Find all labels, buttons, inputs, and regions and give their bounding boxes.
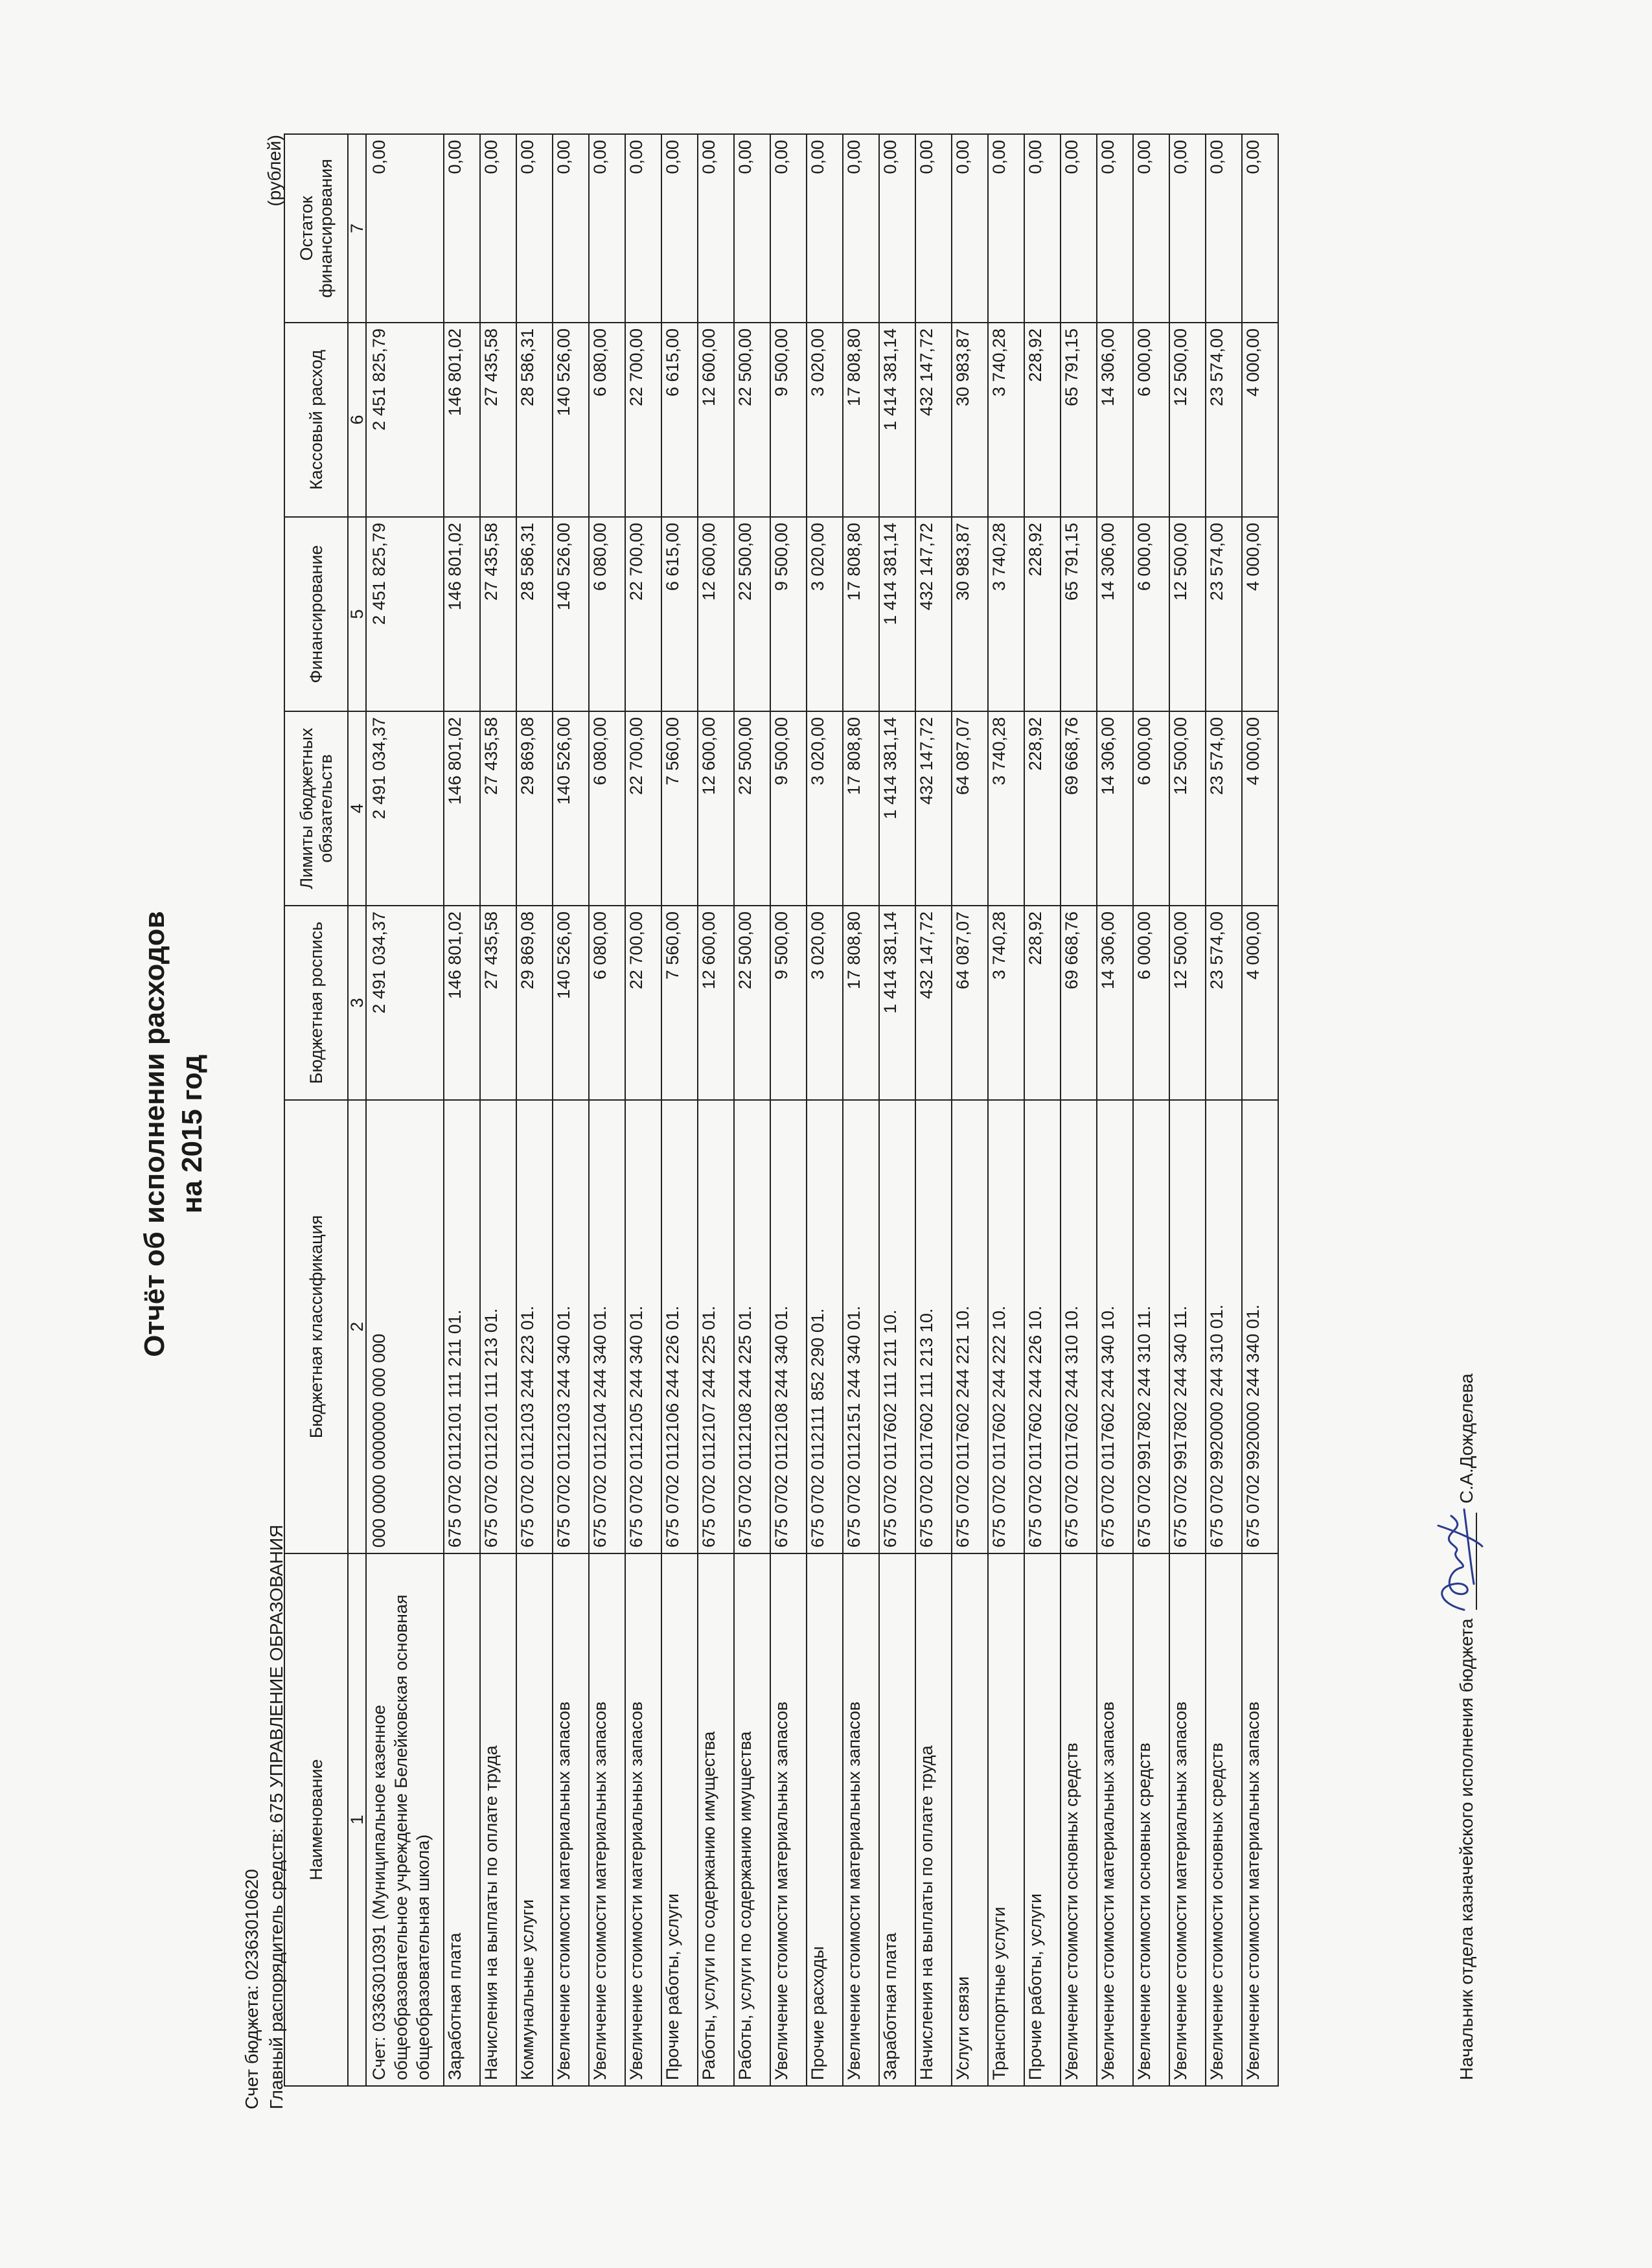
row-remainder-cell: 0,00 [879,134,915,323]
row-classification-cell: 675 0702 9917802 244 310 11. [1133,1100,1169,1553]
row-limits-cell: 29 869,08 [516,711,553,906]
row-classification-cell: 675 0702 0112108 244 225 01. [734,1100,770,1553]
row-budget-list-cell: 432 147,72 [915,906,952,1100]
row-name-cell: Заработная плата [879,1553,915,2086]
row-name-cell: Увеличение стоимости материальных запасов [1242,1553,1278,2086]
row-cash-expense-cell: 1 414 381,14 [879,323,915,517]
row-budget-list-cell: 7 560,00 [661,906,698,1100]
row-financing-cell: 12 500,00 [1169,517,1206,711]
row-remainder-cell: 0,00 [480,134,516,323]
row-remainder-cell: 0,00 [366,134,444,323]
row-remainder-cell: 0,00 [770,134,807,323]
column-header: Финансирование [284,517,348,711]
signer-position: Начальник отдела казначейского исполнения бюджета [1456,1618,1476,2080]
row-budget-list-cell: 140 526,00 [553,906,589,1100]
row-classification-cell: 675 0702 0117602 244 221 10. [952,1100,988,1553]
row-limits-cell: 69 668,76 [1061,711,1097,906]
column-number: 2 [348,1100,366,1553]
row-remainder-cell: 0,00 [734,134,770,323]
row-budget-list-cell: 22 700,00 [625,906,661,1100]
row-name-cell: Прочие работы, услуги [1024,1553,1061,2086]
row-name-cell: Увеличение стоимости материальных запасов [589,1553,625,2086]
row-cash-expense-cell: 3 020,00 [807,323,843,517]
row-budget-list-cell: 14 306,00 [1097,906,1133,1100]
row-remainder-cell: 0,00 [625,134,661,323]
row-financing-cell: 65 791,15 [1061,517,1097,711]
column-header: Бюджетная классификация [284,1100,348,1553]
row-classification-cell: 675 0702 0112104 244 340 01. [589,1100,625,1553]
row-name-cell: Увеличение стоимости материальных запасов [770,1553,807,2086]
row-classification-cell: 675 0702 0112106 244 226 01. [661,1100,698,1553]
row-financing-cell: 23 574,00 [1206,517,1242,711]
row-name-cell: Начисления на выплаты по оплате труда [480,1553,516,2086]
row-limits-cell: 7 560,00 [661,711,698,906]
row-financing-cell: 6 000,00 [1133,517,1169,711]
table-row [915,134,952,2086]
row-remainder-cell: 0,00 [1133,134,1169,323]
column-number: 6 [348,323,366,517]
row-limits-cell: 3 020,00 [807,711,843,906]
row-limits-cell: 22 700,00 [625,711,661,906]
row-budget-list-cell: 3 740,28 [988,906,1024,1100]
row-cash-expense-cell: 2 451 825,79 [366,323,444,517]
row-classification-cell: 675 0702 0112101 111 211 01. [444,1100,480,1553]
row-remainder-cell: 0,00 [1061,134,1097,323]
row-financing-cell: 3 740,28 [988,517,1024,711]
row-name-cell: Увеличение стоимости основных средств [1133,1553,1169,2086]
row-financing-cell: 146 801,02 [444,517,480,711]
row-limits-cell: 12 600,00 [698,711,734,906]
row-limits-cell: 27 435,58 [480,711,516,906]
row-financing-cell: 30 983,87 [952,517,988,711]
row-classification-cell: 675 0702 0117602 244 340 10. [1097,1100,1133,1553]
table-row [1097,134,1133,2086]
row-classification-cell: 675 0702 0112107 244 225 01. [698,1100,734,1553]
row-budget-list-cell: 17 808,80 [843,906,879,1100]
row-cash-expense-cell: 6 000,00 [1133,323,1169,517]
table-row [1206,134,1242,2086]
table-column-number-row [348,134,366,2086]
row-limits-cell: 4 000,00 [1242,711,1278,906]
row-cash-expense-cell: 6 615,00 [661,323,698,517]
row-classification-cell: 675 0702 0117602 244 222 10. [988,1100,1024,1553]
table-row [516,134,553,2086]
table-row [770,134,807,2086]
row-name-cell: Прочие расходы [807,1553,843,2086]
row-name-cell: Увеличение стоимости материальных запасов [1097,1553,1133,2086]
row-budget-list-cell: 29 869,08 [516,906,553,1100]
column-number: 1 [348,1553,366,2086]
row-name-cell: Прочие работы, услуги [661,1553,698,2086]
row-cash-expense-cell: 9 500,00 [770,323,807,517]
row-name-cell: Транспортные услуги [988,1553,1024,2086]
row-financing-cell: 140 526,00 [553,517,589,711]
row-remainder-cell: 0,00 [553,134,589,323]
row-classification-cell: 675 0702 0112111 852 290 01. [807,1100,843,1553]
column-header: Кассовый расход [284,323,348,517]
row-classification-cell: 675 0702 0117602 111 211 10. [879,1100,915,1553]
column-number: 4 [348,711,366,906]
row-remainder-cell: 0,00 [915,134,952,323]
row-remainder-cell: 0,00 [1024,134,1061,323]
row-name-cell: Увеличение стоимости материальных запасов [843,1553,879,2086]
signer-name: С.А.Дожделева [1456,1373,1476,1504]
row-limits-cell: 9 500,00 [770,711,807,906]
row-budget-list-cell: 12 500,00 [1169,906,1206,1100]
row-financing-cell: 1 414 381,14 [879,517,915,711]
column-number: 7 [348,134,366,323]
row-financing-cell: 9 500,00 [770,517,807,711]
row-budget-list-cell: 23 574,00 [1206,906,1242,1100]
row-financing-cell: 6 080,00 [589,517,625,711]
row-limits-cell: 1 414 381,14 [879,711,915,906]
report-title-line1: Отчёт об исполнении расходов [139,911,170,1357]
row-remainder-cell: 0,00 [843,134,879,323]
row-cash-expense-cell: 28 586,31 [516,323,553,517]
row-financing-cell: 14 306,00 [1097,517,1133,711]
row-classification-cell: 675 0702 9920000 244 310 01. [1206,1100,1242,1553]
table-row [589,134,625,2086]
row-classification-cell: 675 0702 0112103 244 340 01. [553,1100,589,1553]
table-row [1024,134,1061,2086]
column-header: Наименование [284,1553,348,2086]
table-row [843,134,879,2086]
row-cash-expense-cell: 22 500,00 [734,323,770,517]
row-budget-list-cell: 3 020,00 [807,906,843,1100]
row-name-cell: Заработная плата [444,1553,480,2086]
row-cash-expense-cell: 12 500,00 [1169,323,1206,517]
row-limits-cell: 3 740,28 [988,711,1024,906]
table-row [1242,134,1278,2086]
table-row [1061,134,1097,2086]
row-classification-cell: 675 0702 9917802 244 340 11. [1169,1100,1206,1553]
row-cash-expense-cell: 30 983,87 [952,323,988,517]
currency-unit: (рублей) [264,135,284,207]
table-row [879,134,915,2086]
column-header: Бюджетная роспись [284,906,348,1100]
row-limits-cell: 14 306,00 [1097,711,1133,906]
table-row [553,134,589,2086]
row-classification-cell: 675 0702 0117602 244 226 10. [1024,1100,1061,1553]
row-remainder-cell: 0,00 [952,134,988,323]
expenses-table [284,133,1279,2087]
row-classification-cell: 675 0702 0112103 244 223 01. [516,1100,553,1553]
row-classification-cell: 675 0702 0112108 244 340 01. [770,1100,807,1553]
row-name-cell: Коммунальные услуги [516,1553,553,2086]
column-header: Лимиты бюджетных обязательств [284,711,348,906]
row-cash-expense-cell: 3 740,28 [988,323,1024,517]
table-row [661,134,698,2086]
row-classification-cell: 675 0702 9920000 244 340 01. [1242,1100,1278,1553]
table-header-row [284,134,348,2086]
row-remainder-cell: 0,00 [589,134,625,323]
table-row [807,134,843,2086]
row-financing-cell: 27 435,58 [480,517,516,711]
row-budget-list-cell: 4 000,00 [1242,906,1278,1100]
table-row [698,134,734,2086]
row-remainder-cell: 0,00 [444,134,480,323]
row-limits-cell: 12 500,00 [1169,711,1206,906]
report-title [136,0,211,2268]
row-limits-cell: 17 808,80 [843,711,879,906]
row-name-cell: Увеличение стоимости основных средств [1206,1553,1242,2086]
row-budget-list-cell: 69 668,76 [1061,906,1097,1100]
table-row [988,134,1024,2086]
row-budget-list-cell: 228,92 [1024,906,1061,1100]
main-manager: Главный распорядитель средств: 675 УПРАВЛЕНИЕ ОБРАЗОВАНИЯ [266,1524,286,2109]
row-limits-cell: 228,92 [1024,711,1061,906]
row-classification-cell: 675 0702 0117602 111 213 10. [915,1100,952,1553]
row-name-cell: Увеличение стоимости материальных запасов [625,1553,661,2086]
row-limits-cell: 2 491 034,37 [366,711,444,906]
row-cash-expense-cell: 23 574,00 [1206,323,1242,517]
row-remainder-cell: 0,00 [1206,134,1242,323]
row-name-cell: Начисления на выплаты по оплате труда [915,1553,952,2086]
row-classification-cell: 675 0702 0112151 244 340 01. [843,1100,879,1553]
table-row [1169,134,1206,2086]
table-row [444,134,480,2086]
row-budget-list-cell: 2 491 034,37 [366,906,444,1100]
row-cash-expense-cell: 6 080,00 [589,323,625,517]
row-remainder-cell: 0,00 [698,134,734,323]
row-remainder-cell: 0,00 [988,134,1024,323]
row-budget-list-cell: 12 600,00 [698,906,734,1100]
row-budget-list-cell: 1 414 381,14 [879,906,915,1100]
row-name-cell: Увеличение стоимости основных средств [1061,1553,1097,2086]
table-body [366,134,1278,2086]
row-remainder-cell: 0,00 [661,134,698,323]
row-cash-expense-cell: 4 000,00 [1242,323,1278,517]
row-name-cell: Увеличение стоимости материальных запасов [1169,1553,1206,2086]
row-financing-cell: 22 700,00 [625,517,661,711]
row-cash-expense-cell: 432 147,72 [915,323,952,517]
row-financing-cell: 2 451 825,79 [366,517,444,711]
row-name-cell: Услуги связи [952,1553,988,2086]
budget-account: Счет бюджета: 02363010620 [242,1869,262,2109]
row-financing-cell: 432 147,72 [915,517,952,711]
table-row [734,134,770,2086]
row-classification-cell: 675 0702 0112101 111 213 01. [480,1100,516,1553]
row-budget-list-cell: 6 000,00 [1133,906,1169,1100]
row-budget-list-cell: 6 080,00 [589,906,625,1100]
table-row [625,134,661,2086]
row-budget-list-cell: 64 087,07 [952,906,988,1100]
row-cash-expense-cell: 27 435,58 [480,323,516,517]
row-classification-cell: 675 0702 0112105 244 340 01. [625,1100,661,1553]
row-financing-cell: 12 600,00 [698,517,734,711]
row-classification-cell: 000 0000 0000000 000 000 [366,1100,444,1553]
row-cash-expense-cell: 12 600,00 [698,323,734,517]
report-meta [240,1525,289,2109]
row-cash-expense-cell: 17 808,80 [843,323,879,517]
row-financing-cell: 3 020,00 [807,517,843,711]
row-financing-cell: 28 586,31 [516,517,553,711]
row-limits-cell: 23 574,00 [1206,711,1242,906]
row-remainder-cell: 0,00 [1097,134,1133,323]
row-name-cell: Работы, услуги по содержанию имущества [734,1553,770,2086]
row-limits-cell: 432 147,72 [915,711,952,906]
row-limits-cell: 22 500,00 [734,711,770,906]
table-row [952,134,988,2086]
row-cash-expense-cell: 140 526,00 [553,323,589,517]
row-limits-cell: 6 080,00 [589,711,625,906]
column-number: 3 [348,906,366,1100]
row-remainder-cell: 0,00 [516,134,553,323]
row-remainder-cell: 0,00 [1242,134,1278,323]
table-row [1133,134,1169,2086]
row-financing-cell: 228,92 [1024,517,1061,711]
row-remainder-cell: 0,00 [807,134,843,323]
row-cash-expense-cell: 65 791,15 [1061,323,1097,517]
row-budget-list-cell: 146 801,02 [444,906,480,1100]
signature-block [1456,1373,1477,2080]
row-limits-cell: 140 526,00 [553,711,589,906]
row-cash-expense-cell: 146 801,02 [444,323,480,517]
row-cash-expense-cell: 22 700,00 [625,323,661,517]
row-remainder-cell: 0,00 [1169,134,1206,323]
row-financing-cell: 6 615,00 [661,517,698,711]
report-title-line2: на 2015 год [176,1054,208,1214]
row-budget-list-cell: 9 500,00 [770,906,807,1100]
row-limits-cell: 6 000,00 [1133,711,1169,906]
row-name-cell: Работы, услуги по содержанию имущества [698,1553,734,2086]
row-cash-expense-cell: 14 306,00 [1097,323,1133,517]
row-financing-cell: 17 808,80 [843,517,879,711]
row-name-cell: Счет: 03363010391 (Муниципальное казенное общеобразовательное учреждение Белейковская основная общеобразовательная школа) [366,1553,444,2086]
row-financing-cell: 22 500,00 [734,517,770,711]
row-cash-expense-cell: 228,92 [1024,323,1061,517]
row-classification-cell: 675 0702 0117602 244 310 10. [1061,1100,1097,1553]
row-name-cell: Увеличение стоимости материальных запасов [553,1553,589,2086]
row-budget-list-cell: 27 435,58 [480,906,516,1100]
row-limits-cell: 146 801,02 [444,711,480,906]
table-row [366,134,444,2086]
signature-line [1456,1513,1477,1610]
row-financing-cell: 4 000,00 [1242,517,1278,711]
row-budget-list-cell: 22 500,00 [734,906,770,1100]
column-number: 5 [348,517,366,711]
handwritten-signature [1425,1493,1484,1623]
table-row [480,134,516,2086]
column-header: Остаток финансирования [284,134,348,323]
row-limits-cell: 64 087,07 [952,711,988,906]
